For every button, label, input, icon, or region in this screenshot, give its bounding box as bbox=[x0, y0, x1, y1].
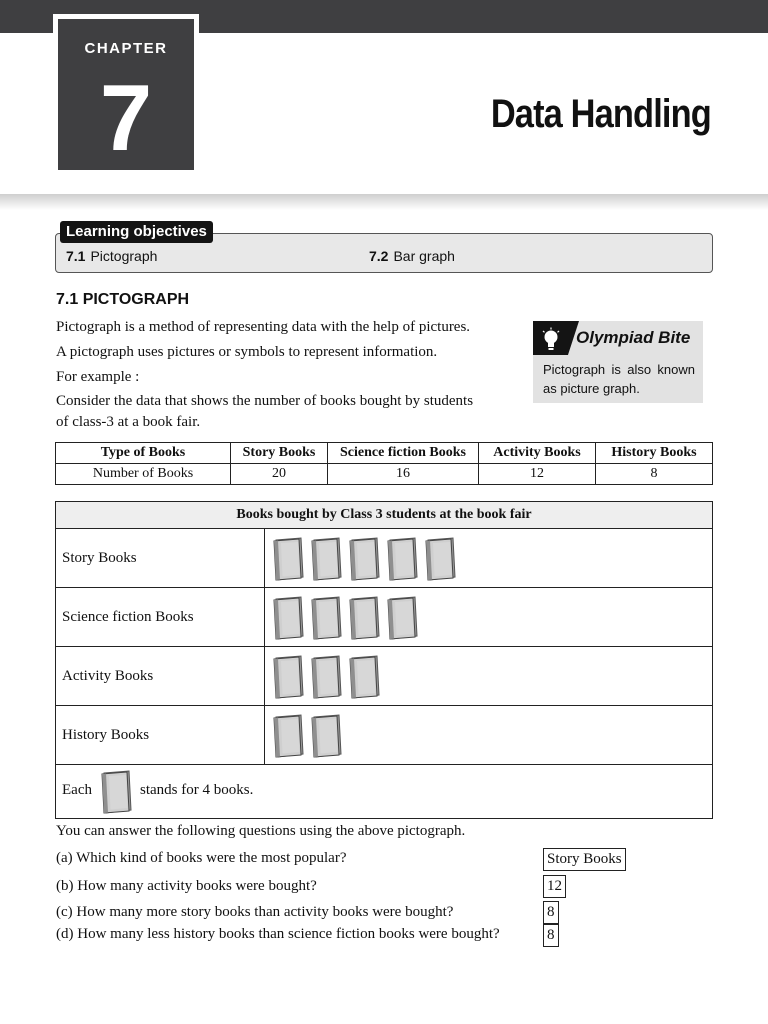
pictograph-icons bbox=[271, 537, 457, 581]
books-data-table bbox=[55, 442, 713, 485]
book-icon bbox=[309, 714, 343, 758]
paragraph: of class-3 at a book fair. bbox=[56, 414, 201, 430]
question: (b) How many activity books were bought? bbox=[56, 878, 317, 894]
table-header-cell: Science fiction Books bbox=[328, 443, 479, 464]
chapter-label: CHAPTER bbox=[84, 40, 168, 57]
lightbulb-icon bbox=[541, 327, 561, 351]
questions-intro: You can answer the following questions using the above pictograph. bbox=[56, 823, 466, 839]
book-icon bbox=[385, 537, 419, 581]
table-cell: 12 bbox=[479, 464, 596, 485]
pictograph-row bbox=[56, 706, 712, 765]
pictograph-divider bbox=[264, 706, 265, 764]
table-cell: 8 bbox=[596, 464, 713, 485]
objective-label: Bar graph bbox=[393, 248, 455, 264]
book-icon bbox=[271, 655, 305, 699]
pictograph-title: Books bought by Class 3 students at the book fair bbox=[56, 502, 712, 529]
book-icon bbox=[385, 596, 419, 640]
book-icon bbox=[347, 537, 381, 581]
pictograph-icons bbox=[271, 714, 343, 758]
learning-objectives-tag: Learning objectives bbox=[60, 221, 213, 243]
paragraph: Consider the data that shows the number of books bought by students bbox=[56, 393, 474, 409]
pictograph bbox=[55, 501, 713, 819]
table-header-row bbox=[56, 443, 713, 464]
section-heading: 7.1 PICTOGRAPH bbox=[56, 291, 190, 308]
objective-number: 7.2 bbox=[369, 248, 389, 264]
pictograph-divider bbox=[264, 588, 265, 646]
pictograph-row bbox=[56, 529, 712, 588]
answer-box: 12 bbox=[543, 875, 566, 898]
book-icon bbox=[347, 655, 381, 699]
pictograph-icons bbox=[271, 655, 381, 699]
paragraph: A pictograph uses pictures or symbols to represent information. bbox=[56, 344, 438, 360]
paragraph: Pictograph is a method of representing data with the help of pictures. bbox=[56, 319, 471, 335]
paragraph: For example : bbox=[56, 369, 140, 385]
header-shadow bbox=[0, 194, 768, 210]
key-suffix: stands for 4 books. bbox=[140, 782, 254, 798]
book-icon bbox=[309, 537, 343, 581]
answer-box: Story Books bbox=[543, 848, 626, 871]
olympiad-bite-text: Pictograph is also known as picture graph. bbox=[543, 362, 695, 396]
olympiad-bite-box bbox=[533, 321, 703, 403]
pictograph-row bbox=[56, 588, 712, 647]
pictograph-row bbox=[56, 647, 712, 706]
olympiad-bite-title: Olympiad Bite bbox=[576, 328, 691, 347]
pictograph-row-label: History Books bbox=[62, 727, 150, 743]
book-icon bbox=[423, 537, 457, 581]
table-cell: 16 bbox=[328, 464, 479, 485]
pictograph-row-label: Activity Books bbox=[62, 668, 154, 684]
chapter-badge bbox=[53, 14, 199, 174]
pictograph-divider bbox=[264, 529, 265, 587]
key-book-slot bbox=[99, 770, 133, 814]
objective-item[interactable] bbox=[369, 248, 455, 264]
question: (a) Which kind of books were the most popular? bbox=[56, 850, 347, 866]
book-icon bbox=[271, 714, 305, 758]
book-icon bbox=[271, 596, 305, 640]
table-header-cell: History Books bbox=[596, 443, 713, 464]
table-cell: Number of Books bbox=[56, 464, 231, 485]
book-icon bbox=[99, 770, 133, 814]
pictograph-key bbox=[56, 766, 712, 818]
table-cell: 20 bbox=[231, 464, 328, 485]
question: (c) How many more story books than activity books were bought? bbox=[56, 904, 454, 920]
pictograph-divider bbox=[264, 647, 265, 705]
book-icon bbox=[309, 596, 343, 640]
question: (d) How many less history books than science fiction books were bought? bbox=[56, 926, 500, 942]
table-header-cell: Type of Books bbox=[56, 443, 231, 464]
key-prefix: Each bbox=[62, 782, 92, 798]
table-header-cell: Story Books bbox=[231, 443, 328, 464]
table-row bbox=[56, 464, 713, 485]
book-icon bbox=[271, 537, 305, 581]
answer-box: 8 bbox=[543, 924, 559, 947]
objective-label: Pictograph bbox=[90, 248, 158, 264]
chapter-number: 7 bbox=[99, 65, 153, 170]
answer-box: 8 bbox=[543, 901, 559, 924]
book-icon bbox=[347, 596, 381, 640]
table-header-cell: Activity Books bbox=[479, 443, 596, 464]
chapter-title: Data Handling bbox=[490, 92, 711, 136]
objective-number: 7.1 bbox=[66, 248, 86, 264]
chapter-badge-inner bbox=[58, 19, 194, 170]
pictograph-row-label: Story Books bbox=[62, 550, 137, 566]
pictograph-icons bbox=[271, 596, 419, 640]
objective-item[interactable] bbox=[66, 248, 157, 264]
pictograph-row-label: Science fiction Books bbox=[62, 609, 194, 625]
book-icon bbox=[309, 655, 343, 699]
